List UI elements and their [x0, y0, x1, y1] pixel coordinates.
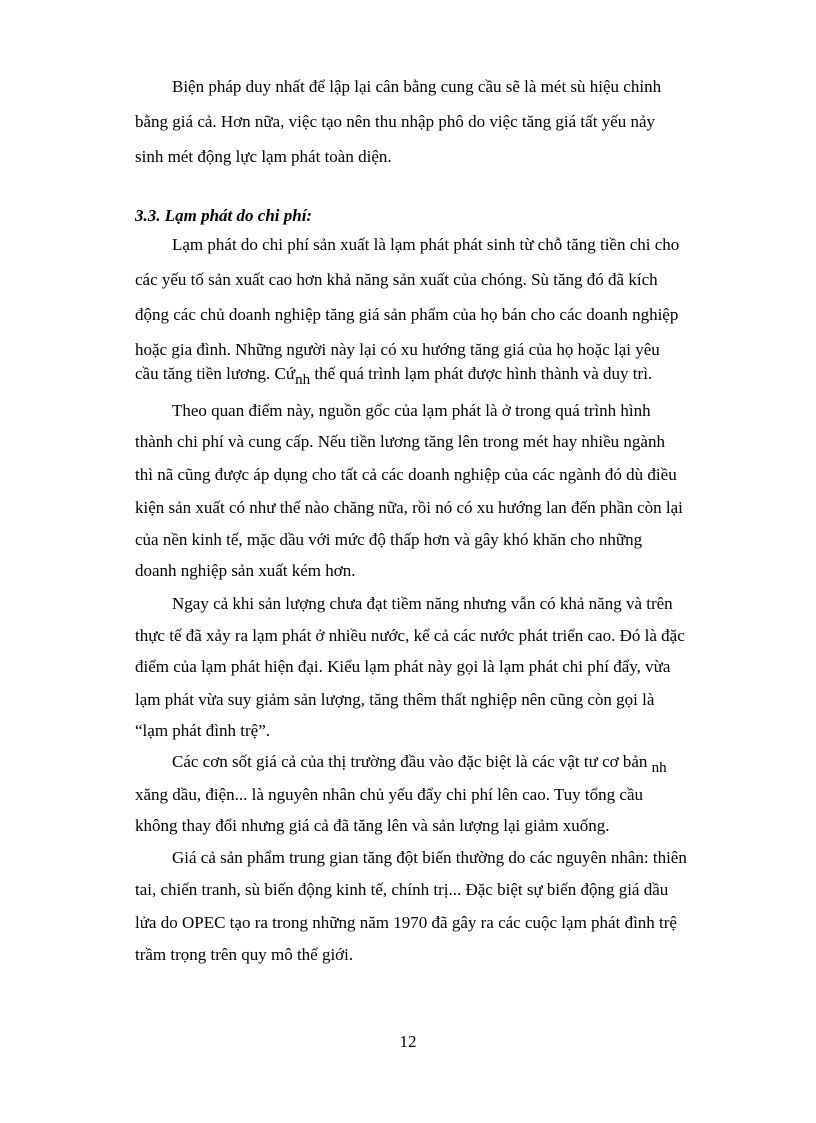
text-line: tai, chiến tranh, sù biến động kinh tế, chính trị... Đặc biệt sự biến động giá dầu	[135, 880, 669, 899]
text-line	[135, 363, 652, 386]
text-line: kiện sản xuất có như thế nào chăng nữa, rồi nó có xu hướng lan đến phần còn lại	[135, 498, 683, 517]
subscript-text: nh	[295, 372, 311, 388]
text-line: thực tế đã xảy ra lạm phát ở nhiều nước, kể cả các nước phát triển cao. Đó là đặc	[135, 626, 685, 645]
text-line: xăng dầu, điện... là nguyên nhân chủ yếu đẩy chi phí lên cao. Tuy tổng cầu	[135, 785, 643, 804]
text-line: lạm phát vừa suy giảm sản lượng, tăng thêm thất nghiệp nên cũng còn gọi là	[135, 690, 655, 709]
text-segment: Các cơn sốt giá cả của thị trường đầu vào đặc biệt là các vật tư cơ bản	[172, 752, 648, 771]
text-line: Giá cả sản phẩm trung gian tăng đột biến thường do các nguyên nhân: thiên	[172, 848, 687, 867]
text-line: thành chi phí và cung cấp. Nếu tiền lương tăng lên trong mét hay nhiều ngành	[135, 432, 665, 451]
text-line: hoặc gia đình. Những người này lại có xu hướng tăng giá của họ hoặc lại yêu	[135, 340, 660, 359]
subscript-text: nh	[651, 760, 667, 776]
text-line: trầm trọng trên quy mô thế giới.	[135, 945, 354, 964]
text-line: bằng giá cả. Hơn nữa, việc tạo nên thu nhập phô do việc tăng giá tất yếu nảy	[135, 112, 656, 131]
text-line: các yếu tố sản xuất cao hơn khả năng sản xuất của chóng. Sù tăng đó đã kích	[135, 270, 658, 289]
text-line: Lạm phát do chi phí sản xuất là lạm phát phát sinh từ chỗ tăng tiền chi cho	[172, 235, 680, 254]
text-line: doanh nghiệp sản xuất kém hơn.	[135, 561, 356, 580]
text-line: “lạm phát đình trệ”.	[135, 721, 271, 740]
text-line: không thay đổi nhưng giá cả đã tăng lên và sản lượng lại giảm xuống.	[135, 816, 610, 835]
text-line: Theo quan điểm này, nguồn gốc của lạm phát là ở trong quá trình hình	[172, 401, 651, 420]
text-line: của nền kinh tế, mặc dầu với mức độ thấp hơn và gây khó khăn cho những	[135, 530, 643, 549]
text-line: động các chủ doanh nghiệp tăng giá sản phẩm của họ bán cho các doanh nghiệp	[135, 305, 679, 324]
text-segment: thế quá trình lạm phát được hình thành và duy trì.	[310, 364, 653, 383]
page-number: 12	[399, 1032, 417, 1051]
text-line: lửa do OPEC tạo ra trong những năm 1970 đã gây ra các cuộc lạm phát đình trệ	[135, 913, 677, 932]
text-line: sinh mét động lực lạm phát toàn diện.	[135, 147, 392, 166]
text-line: Ngay cả khi sản lượng chưa đạt tiềm năng nhưng vẫn có khả năng và trên	[172, 594, 673, 613]
section-heading: 3.3. Lạm phát do chi phí:	[135, 206, 313, 225]
text-segment: cầu tăng tiền lương. Cứ	[135, 364, 296, 383]
text-line: thì nã cũng được áp dụng cho tất cả các doanh nghiệp của các ngành đó dù điều	[135, 465, 677, 484]
text-line: Biện pháp duy nhất để lập lại cân bằng cung cầu sẽ là mét sù hiệu chỉnh	[172, 77, 662, 96]
text-line: điểm của lạm phát hiện đại. Kiểu lạm phát này gọi là lạm phát chi phí đẩy, vừa	[135, 657, 671, 676]
text-line	[172, 751, 667, 774]
